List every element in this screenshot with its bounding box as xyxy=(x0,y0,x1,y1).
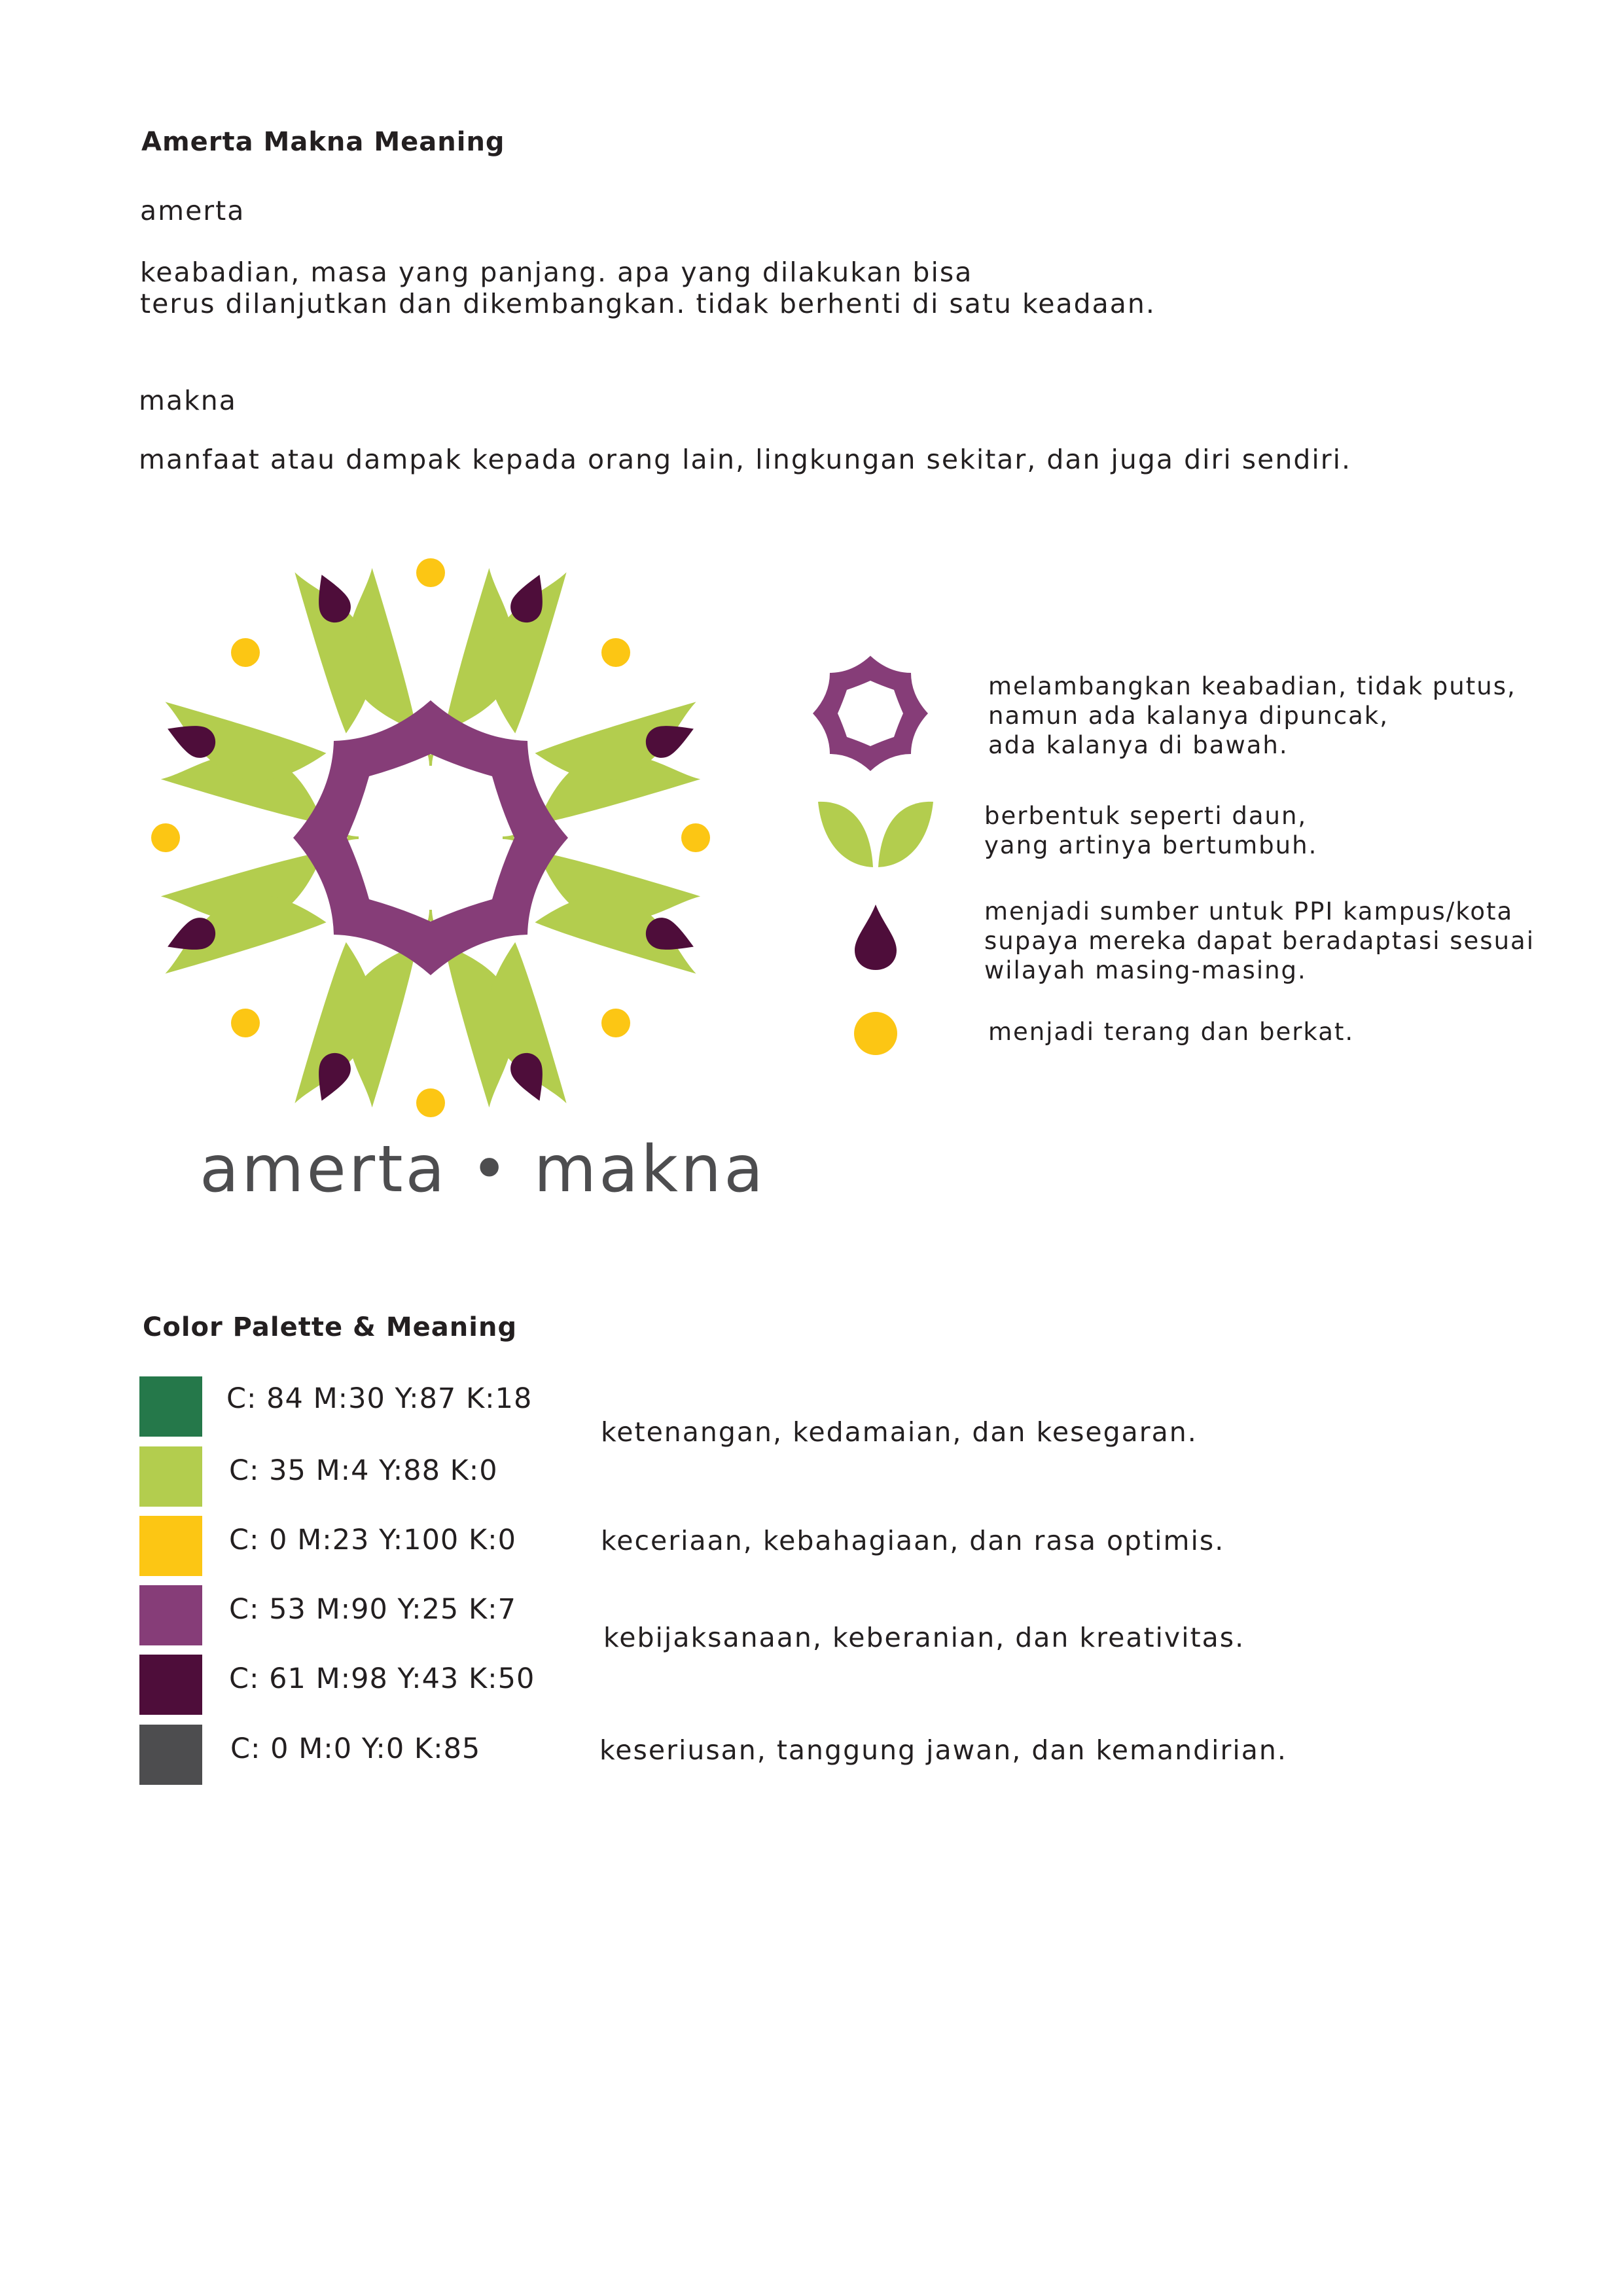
dot-icon xyxy=(853,1011,898,1056)
dot-ring xyxy=(151,558,710,1117)
droplet-icon xyxy=(853,903,898,971)
legend-line: yang artinya bertumbuh. xyxy=(984,831,1318,859)
color-meaning: keseriusan, tanggung jawan, dan kemandirian. xyxy=(599,1734,1287,1766)
legend-line: supaya mereka dapat beradaptasi sesuai xyxy=(984,927,1535,955)
legend-line: wilayah masing-masing. xyxy=(984,956,1307,984)
logo-wordmark: amerta • makna xyxy=(200,1132,766,1207)
swatch-purple xyxy=(139,1585,202,1645)
swatch-lime xyxy=(139,1446,202,1507)
definition-line: terus dilanjutkan dan dikembangkan. tidak berhenti di satu keadaan. xyxy=(140,288,1156,319)
swatch-plum xyxy=(139,1655,202,1715)
cmyk-value: C: 53 M:90 Y:25 K:7 xyxy=(229,1593,517,1626)
palette-title: Color Palette & Meaning xyxy=(143,1312,518,1342)
legend-octagram-text xyxy=(988,672,1516,760)
legend-droplet-text xyxy=(984,897,1535,985)
swatch-yellow xyxy=(139,1516,202,1576)
cmyk-value: C: 0 M:23 Y:100 K:0 xyxy=(229,1524,517,1556)
legend-line: menjadi sumber untuk PPI kampus/kota xyxy=(984,897,1514,925)
cmyk-value: C: 35 M:4 Y:88 K:0 xyxy=(229,1454,498,1487)
term-makna: makna xyxy=(139,385,237,416)
color-meaning: keceriaan, kebahagiaan, dan rasa optimis. xyxy=(601,1525,1225,1556)
color-meaning: kebijaksanaan, keberanian, dan kreativitas. xyxy=(603,1622,1245,1653)
cmyk-value: C: 61 M:98 Y:43 K:50 xyxy=(229,1662,535,1695)
color-meaning: ketenangan, kedamaian, dan kesegaran. xyxy=(601,1416,1198,1448)
swatch-gray xyxy=(139,1725,202,1785)
term-amerta: amerta xyxy=(140,195,245,226)
definition-line: manfaat atau dampak kepada orang lain, lingkungan sekitar, dan juga diri sendiri. xyxy=(139,444,1352,475)
octagram-ring xyxy=(293,700,568,975)
cmyk-value: C: 0 M:0 Y:0 K:85 xyxy=(230,1732,481,1765)
legend-line: ada kalanya di bawah. xyxy=(988,731,1289,759)
legend-line: namun ada kalanya dipuncak, xyxy=(988,702,1389,730)
legend-line: menjadi terang dan berkat. xyxy=(988,1018,1355,1046)
legend-leaf-text xyxy=(984,801,1317,860)
definition-line: keabadian, masa yang panjang. apa yang dilakukan bisa xyxy=(140,257,973,288)
legend-dot-text xyxy=(988,1017,1354,1047)
legend-line: melambangkan keabadian, tidak putus, xyxy=(988,672,1516,700)
cmyk-value: C: 84 M:30 Y:87 K:18 xyxy=(226,1382,533,1415)
leaf-ring xyxy=(132,539,729,1136)
legend-line: berbentuk seperti daun, xyxy=(984,802,1308,830)
octagram-star-icon xyxy=(812,655,929,772)
page-title: Amerta Makna Meaning xyxy=(141,127,505,157)
swatch-green xyxy=(139,1376,202,1437)
leaf-pair-icon xyxy=(817,795,935,874)
